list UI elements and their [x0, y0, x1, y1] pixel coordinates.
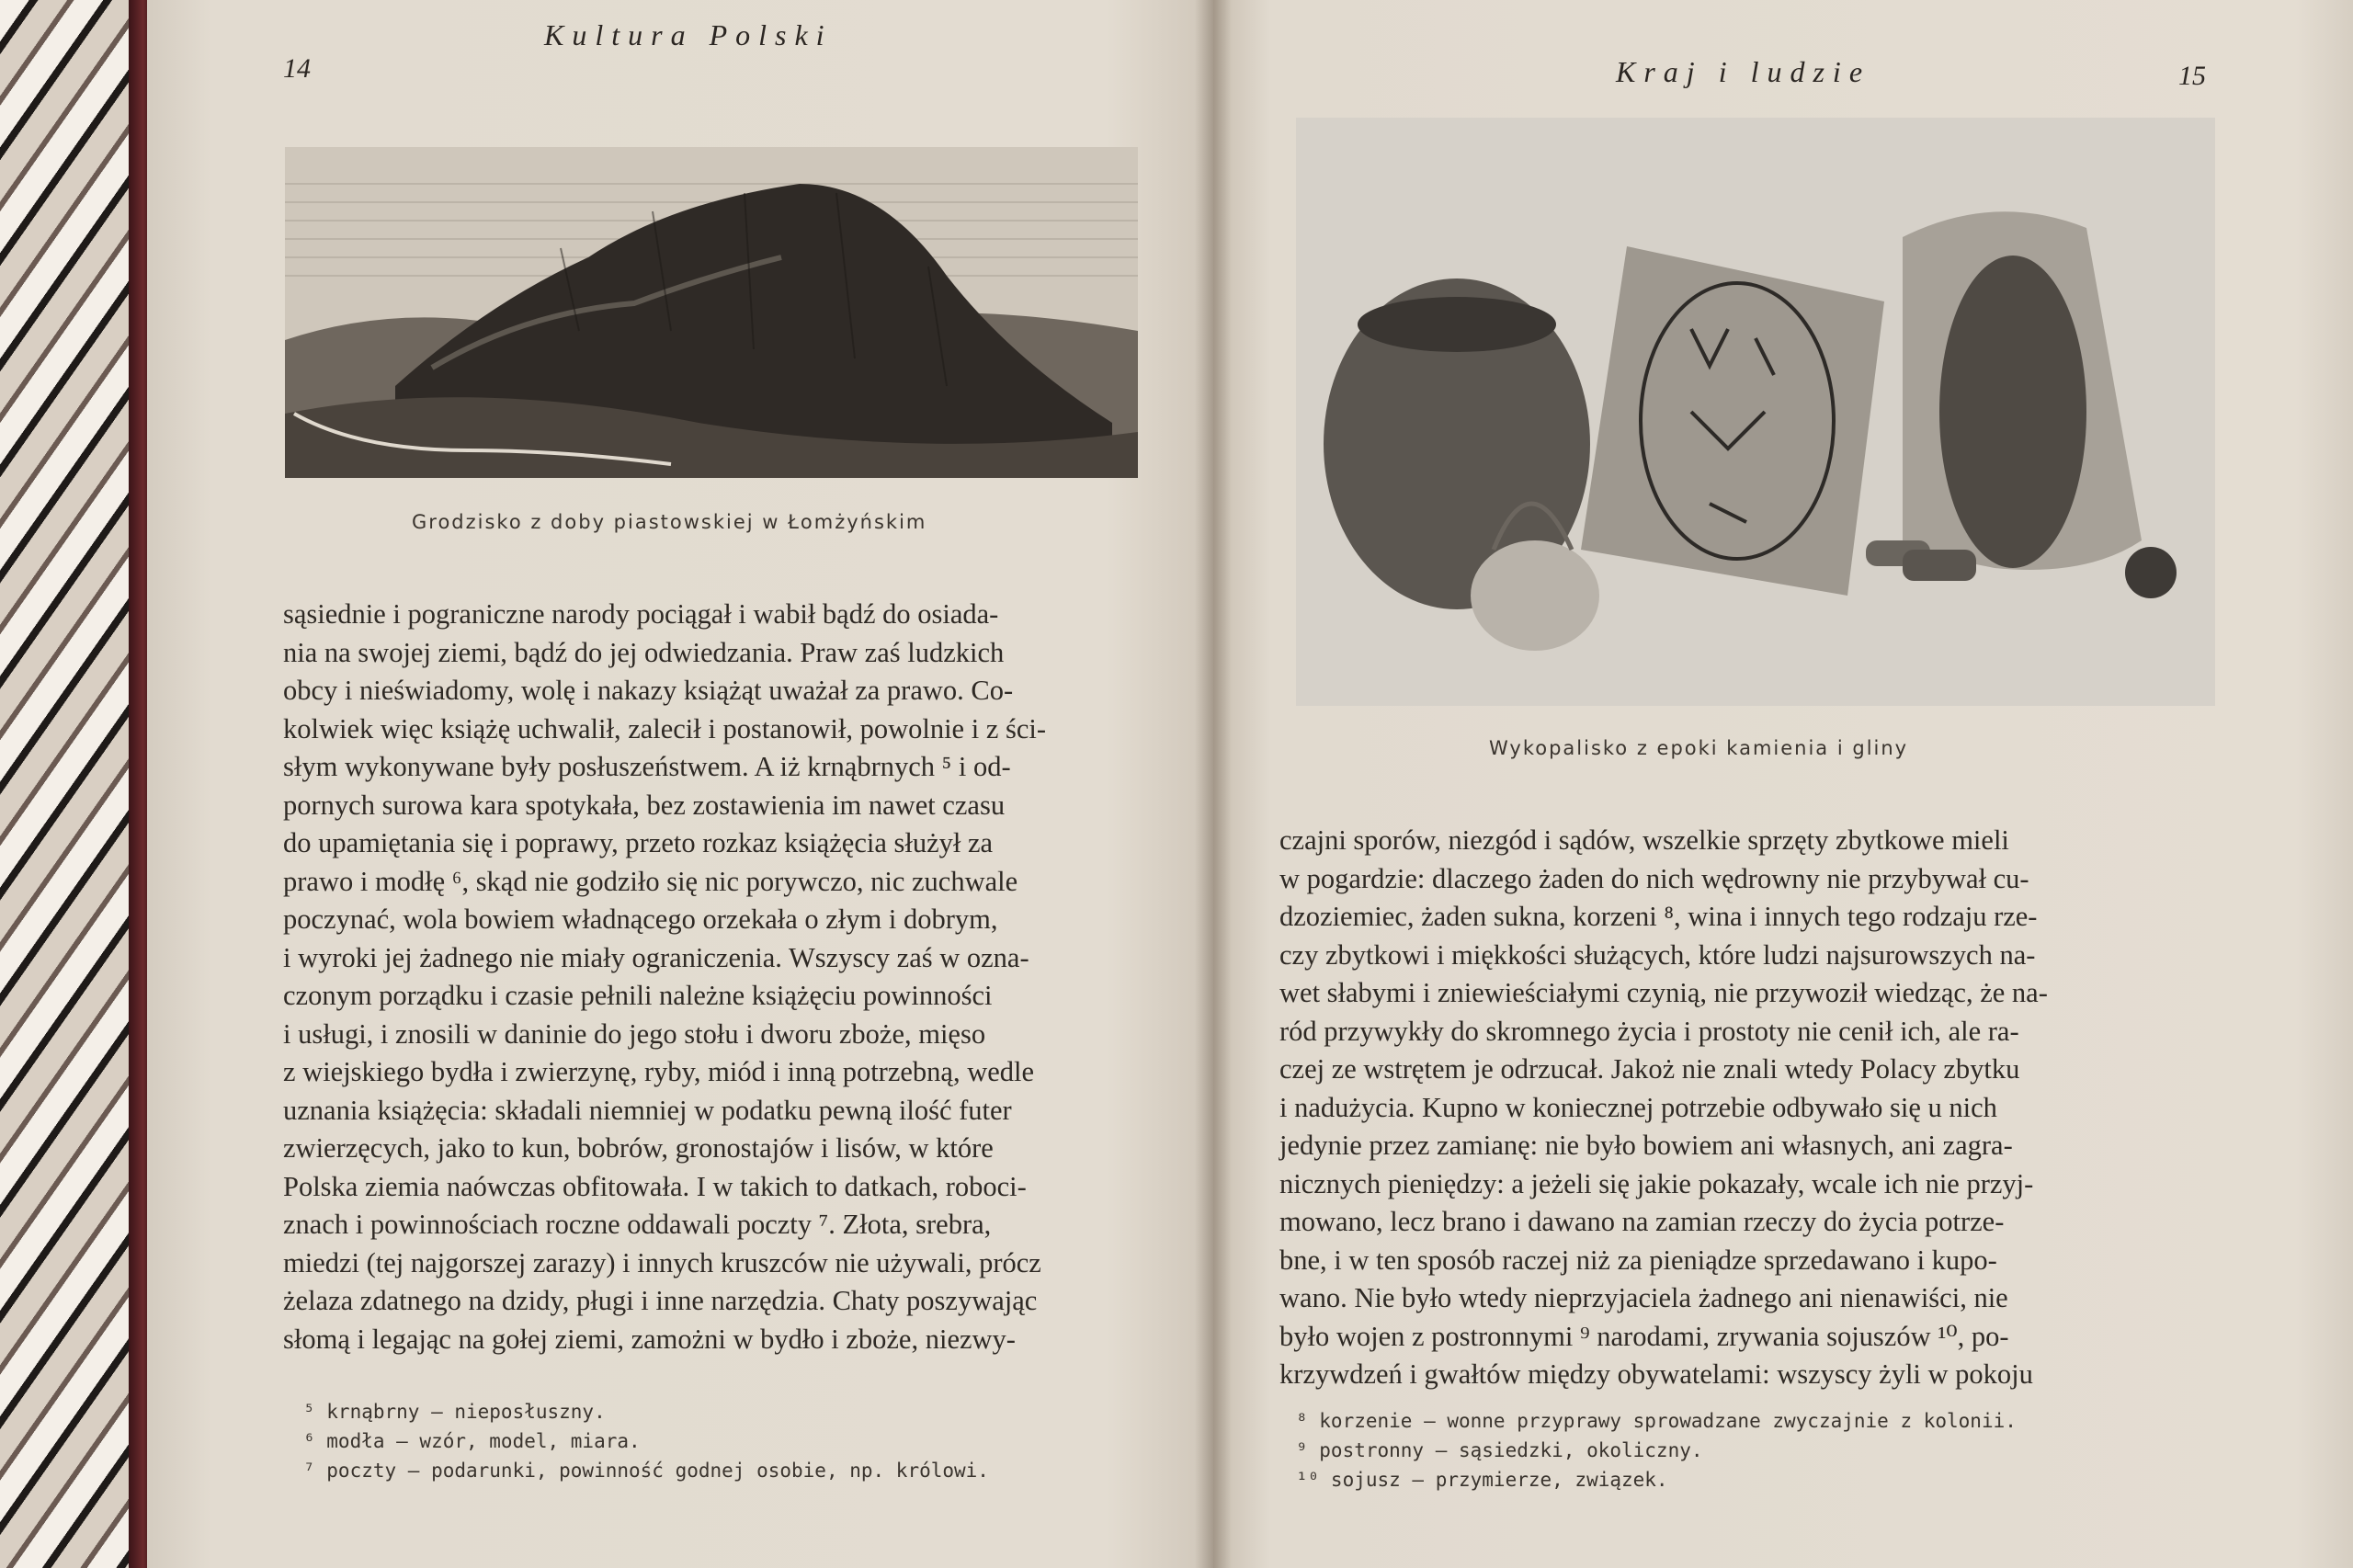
left-page-number: 14 [283, 53, 311, 84]
right-line-1: czajni sporów, niezgód i sądów, wszelkie sprzęty zbytkowe mieli [1279, 824, 2009, 856]
right-body-text [1279, 822, 2272, 1394]
left-figure-caption: Grodzisko z doby piastowskiej w Łomżyńskim [412, 511, 927, 533]
right-line-12: bne, i w ten sposób raczej niż za pieniądze sprzedawano i kupo- [1279, 1244, 1997, 1276]
left-line-16: Polska ziemia naówczas obfitowała. I w takich to datkach, roboci- [283, 1170, 1027, 1202]
left-page [147, 0, 1213, 1568]
excavation-photograph [1296, 118, 2215, 706]
left-body-text [283, 596, 1202, 1358]
right-footnote-10: ¹⁰ sojusz — przymierze, związek. [1296, 1469, 1668, 1491]
right-line-6: ród przywykły do skromnego życia i prostoty nie cenił ich, ale ra- [1279, 1015, 2019, 1047]
left-line-11: czonym porządku i czasie pełnili należne książęciu powinności [283, 980, 993, 1011]
right-footnote-9: ⁹ postronny — sąsiedzki, okoliczny. [1296, 1439, 1703, 1461]
hillfort-engraving [285, 147, 1138, 478]
right-line-5: wet słabymi i zniewieściałymi czynią, nie przywoził wiedząc, że na- [1279, 977, 2048, 1008]
left-line-15: zwierzęcych, jako to kun, bobrów, gronostajów i lisów, w które [283, 1132, 994, 1164]
left-line-8: prawo i modłę ⁶, skąd nie godziło się nic porywczo, nic zuchwale [283, 865, 1018, 897]
left-line-17: znach i powinnościach roczne oddawali poczty ⁷. Złota, srebra, [283, 1209, 992, 1240]
left-line-6: pornych surowa kara spotykała, bez zostawienia im nawet czasu [283, 789, 1006, 821]
right-page-number: 15 [2178, 61, 2206, 91]
right-line-9: jedynie przez zamianę: nie było bowiem ani własnych, ani zagra- [1279, 1130, 2013, 1161]
right-footnote-8: ⁸ korzenie — wonne przyprawy sprowadzane zwyczajnie z kolonii. [1296, 1410, 2017, 1432]
left-footnote-5: ⁵ krnąbrny — nieposłuszny. [303, 1401, 606, 1423]
book-gutter-shadow [1195, 0, 1232, 1568]
right-line-15: krzywdzeń i gwałtów między obywatelami: wszyscy żyli w pokoju [1279, 1358, 2033, 1390]
right-page [1213, 0, 2353, 1568]
left-footnotes [303, 1397, 989, 1485]
left-running-head: Kultura Polski [544, 18, 833, 51]
left-footnote-6: ⁶ modła — wzór, model, miara. [303, 1430, 641, 1452]
left-line-18: miedzi (tej najgorszej zarazy) i innych kruszców nie używali, prócz [283, 1246, 1041, 1278]
right-line-11: mowano, lecz brano i dawano na zamian rzeczy do życia potrze- [1279, 1206, 2005, 1237]
right-line-14: było wojen z postronnymi ⁹ narodami, zrywania sojuszów ¹⁰, po- [1279, 1320, 2009, 1352]
right-running-head: Kraj i ludzie [1616, 55, 1871, 88]
left-line-1: sąsiednie i pograniczne narody pociągał i wabił bądź do osiada- [283, 598, 999, 630]
right-line-10: nicznych pieniędzy: a jeżeli się jakie pokazały, wcale ich nie przyj- [1279, 1167, 2034, 1199]
left-line-7: do upamiętania się i poprawy, przeto rozkaz książęcia służył za [283, 827, 994, 858]
right-figure-caption: Wykopalisko z epoki kamienia i gliny [1489, 737, 1909, 759]
left-line-19: żelaza zdatnego na dzidy, pługi i inne narzędzia. Chaty poszywając [283, 1285, 1038, 1316]
right-line-3: dzoziemiec, żaden sukna, korzeni ⁸, wina i innych tego rodzaju rze- [1279, 901, 2038, 932]
left-line-10: i wyroki jej żadnego nie miały ograniczenia. Wszyscy zaś w ozna- [283, 941, 1029, 973]
left-line-13: z wiejskiego bydła i zwierzynę, ryby, miód i inną potrzebną, wedle [283, 1056, 1035, 1087]
left-line-9: poczynać, wola bowiem władnącego orzekała o złym i dobrym, [283, 903, 998, 935]
left-line-20: słomą i legając na gołej ziemi, zamożni w bydło i zboże, niezwy- [283, 1323, 1016, 1355]
right-line-2: w pogardzie: dlaczego żaden do nich wędrowny nie przybywał cu- [1279, 862, 2029, 894]
left-line-3: obcy i nieświadomy, wolę i nakazy książąt uważał za prawo. Co- [283, 675, 1014, 706]
left-line-4: kolwiek więc książę uchwalił, zalecił i postanowił, powolnie i z ści- [283, 712, 1047, 744]
right-line-4: czy zbytkowi i miękkości służących, które ludzi najsurowszych na- [1279, 938, 2036, 971]
left-line-5: słym wykonywane były posłuszeństwem. A iż krnąbrnych ⁵ i od- [283, 751, 1011, 782]
right-line-7: czej ze wstrętem je odrzucał. Jakoż nie znali wtedy Polacy zbytku [1279, 1053, 2020, 1085]
excavation-finds-image [1296, 118, 2215, 706]
hillfort-illustration [285, 147, 1138, 478]
left-footnote-7: ⁷ poczty — podarunki, powinność godnej osobie, np. królowi. [303, 1460, 989, 1482]
left-line-12: i usługi, i znosili w daninie do jego stołu i dworu zboże, mięso [283, 1017, 986, 1050]
right-line-13: wano. Nie było wtedy nieprzyjaciela żadnego ani nienawiści, nie [1279, 1282, 2008, 1313]
left-line-2: nia na swojej ziemi, bądź do jej odwiedzania. Praw zaś ludzkich [283, 636, 1005, 668]
right-line-8: i nadużycia. Kupno w koniecznej potrzebie odbywało się u nich [1279, 1091, 1997, 1123]
left-line-14: uznania książęcia: składali niemniej w podatku pewną ilość futer [283, 1094, 1012, 1126]
right-footnotes [1296, 1406, 2017, 1494]
